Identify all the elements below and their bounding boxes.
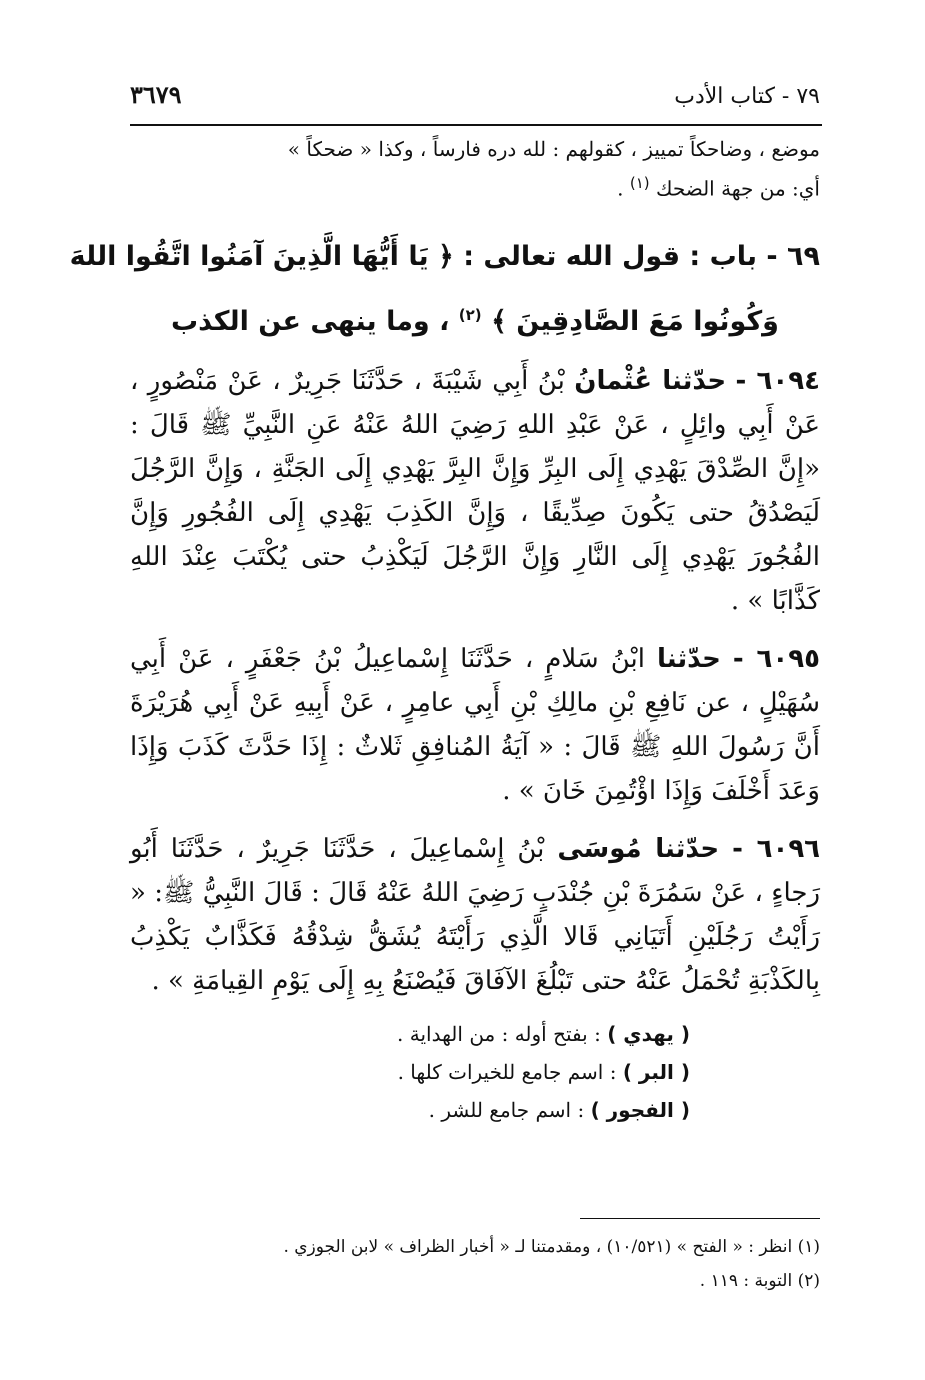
gloss-item [130,1093,690,1127]
continuation-line-2-text: أي: من جهة الضحك [655,176,820,201]
running-title: ٧٩ - كتاب الأدب [674,84,820,109]
footnote-2: (٢) التوبة : ١١٩ . [699,1271,820,1291]
gloss-text: : اسم جامع للشر . [428,1097,585,1122]
chapter-heading [69,228,820,351]
footnotes [130,1232,820,1300]
chapter-heading-tail: ، وما ينهى عن الكذب [171,305,450,337]
gloss-item [130,1055,690,1089]
hadith-number: ٦٠٩٤ - [735,365,821,396]
chapter-heading-verse-end: وَكُونُوا مَعَ الصَّادِقِينَ ﴾ [491,305,779,337]
gloss-term: ( الفجور ) [590,1097,690,1122]
page-number: ٣٦٧٩ [130,80,182,109]
footnote-ref-1: (١) [629,174,650,192]
hadith-6095 [130,637,820,813]
footnote-ref-2: (٢) [458,305,482,324]
header-rule [130,124,822,126]
hadith-number: ٦٠٩٦ - [732,833,821,864]
hadith-text: ابْنُ سَلامٍ ، حَدَّثَنَا إِسْماعِيلُ بْنُ جَعْفَرٍ ، عَنْ أَبِي سُهَيْلٍ ، عن نَافِعِ بْنِ مالِكِ بْنِ أَبِي عامِرٍ ، عَنْ أَبِيهِ عَنْ أَبِي هُرَيْرَةَ أَنَّ رَسُولَ اللهِ ﷺ قَالَ : « آيَةُ المُنافِقِ ثَلاثٌ : إِذَا حَدَّثَ كَذَبَ وَإِذَا وَعَدَ أَخْلَفَ وَإِذَا اؤْتُمِنَ خَانَ » . [130,643,820,806]
chapter-heading-line-2 [130,286,820,351]
hadith-intro: حدّثنا [656,643,721,674]
hadith-intro: حدّثنا مُوسَى [557,833,720,864]
continuation-line-2-end: . [617,176,624,201]
chapter-heading-line-1: ٦٩ - باب : قول الله تعالى : ﴿ يَا أَيُّهَا الَّذِينَ آمَنُوا اتَّقُوا اللهَ [69,240,820,272]
footnote-1: (١) انظر : « الفتح » (١٠/٥٢١) ، ومقدمتنا لـ « أخبار الظراف » لابن الجوزي . [283,1237,820,1257]
page-header [130,80,820,116]
hadith-text: بْنُ إِسْماعِيلَ ، حَدَّثَنَا جَرِيرٌ ، حَدَّثَنَا أَبُو رَجاءٍ ، عَنْ سَمُرَةَ بْنِ جُنْدَبٍ رَضِيَ اللهُ عَنْهُ قَالَ : قَالَ النَّبِيُّ ﷺ: « رَأَيْتُ رَجُلَيْنِ أَتَيَانِي قَالا الَّذِي رَأَيْتَهُ يُشَقُّ شِدْقُهُ فَكَذَّابٌ يَكْذِبُ بِالكَذْبَةِ تُحْمَلُ عَنْهُ حتى تَبْلُغَ الآفَاقَ فَيُصْنَعُ بِهِ إِلَى يَوْمِ القِيامَةِ » . [130,833,820,996]
footnote-rule [580,1218,820,1219]
continuation-line-2 [130,166,820,206]
gloss-term: ( يهدي ) [607,1021,690,1046]
hadith-6096 [130,827,820,1003]
hadith-6094 [130,359,820,623]
hadith-text: بْنُ أَبِي شَيْبَةَ ، حَدَّثَنَا جَرِيرٌ ، عَنْ مَنْصُورٍ ، عَنْ أَبِي وائِلٍ ، عَنْ عَبْدِ اللهِ رَضِيَ اللهُ عَنْهُ عَنِ النَّبِيِّ ﷺ قَالَ : «إِنَّ الصِّدْقَ يَهْدِي إِلَى البِرِّ وَإِنَّ البِرَّ يَهْدِي إِلَى الجَنَّةِ ، وَإِنَّ الرَّجُلَ لَيَصْدُقُ حتى يَكُونَ صِدِّيقًا ، وَإِنَّ الكَذِبَ يَهْدِي إِلَى الفُجُورِ وَإِنَّ الفُجُورَ يَهْدِي إِلَى النَّارِ وَإِنَّ الرَّجُلَ لَيَكْذِبُ حتى يُكْتَبَ عِنْدَ اللهِ كَذَّابًا » . [130,365,820,616]
page-body [69,132,821,1131]
hadith-intro: حدّثنا عُثْمانُ [574,365,727,396]
gloss-term: ( البر ) [622,1059,690,1084]
hadith-number: ٦٠٩٥ - [732,643,821,674]
continuation-line-1: موضع ، وضاحكاً تمييز ، كقولهم : لله دره فارساً ، وكذا « ضحكاً » [287,137,820,161]
gloss-text: : بفتح أوله : من الهداية . [397,1021,601,1046]
gloss-item [130,1017,690,1051]
word-glosses [130,1017,690,1127]
previous-commentary-continuation [130,132,820,206]
gloss-text: : اسم جامع للخيرات كلها . [397,1059,617,1084]
